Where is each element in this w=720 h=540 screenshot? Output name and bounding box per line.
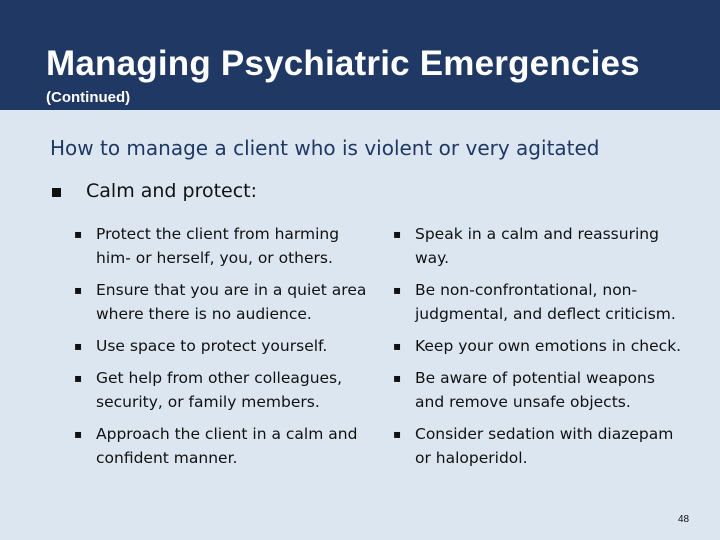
list-item-text: Ensure that you are in a quiet area where there is no audience. <box>96 281 367 323</box>
main-bullet-label: Calm and protect: <box>86 180 258 202</box>
bullet-icon: ▪ <box>74 339 83 353</box>
slide-subtitle: (Continued) <box>46 89 131 106</box>
left-bullet-list <box>74 222 374 478</box>
list-item-text: Be aware of potential weapons and remove unsafe objects. <box>415 369 655 411</box>
bullet-icon: ▪ <box>393 427 402 441</box>
bullet-icon: ▪ <box>393 371 402 385</box>
right-bullet-list <box>393 222 683 478</box>
list-item <box>393 366 683 414</box>
list-item-text: Keep your own emotions in check. <box>415 337 682 355</box>
list-item-text: Use space to protect yourself. <box>96 337 328 355</box>
section-subheading: How to manage a client who is violent or very agitated <box>50 136 600 160</box>
list-item <box>74 222 374 270</box>
list-item <box>393 334 683 358</box>
list-item <box>74 278 374 326</box>
bullet-icon: ▪ <box>393 339 402 353</box>
bullet-icon: ▪ <box>74 283 83 297</box>
list-item <box>393 278 683 326</box>
list-item-text: Be non-confrontational, non-judgmental, and deflect criticism. <box>415 281 676 323</box>
page-number: 48 <box>678 514 690 525</box>
list-item-text: Protect the client from harming him- or herself, you, or others. <box>96 225 340 267</box>
list-item-text: Consider sedation with diazepam or haloperidol. <box>415 425 674 467</box>
bullet-icon: ▪ <box>74 371 83 385</box>
bullet-icon: ▪ <box>74 427 83 441</box>
slide-title: Managing Psychiatric Emergencies <box>46 44 640 83</box>
bullet-icon: ▪ <box>393 227 402 241</box>
list-item <box>393 422 683 470</box>
bullet-icon: ▪ <box>74 227 83 241</box>
list-item-text: Approach the client in a calm and confident manner. <box>96 425 358 467</box>
list-item <box>74 422 374 470</box>
list-item-text: Get help from other colleagues, security, or family members. <box>96 369 343 411</box>
list-item <box>74 334 374 358</box>
bullet-icon: ▪ <box>393 283 402 297</box>
square-bullet-icon <box>52 188 61 197</box>
list-item-text: Speak in a calm and reassuring way. <box>415 225 659 267</box>
list-item <box>74 366 374 414</box>
list-item <box>393 222 683 270</box>
